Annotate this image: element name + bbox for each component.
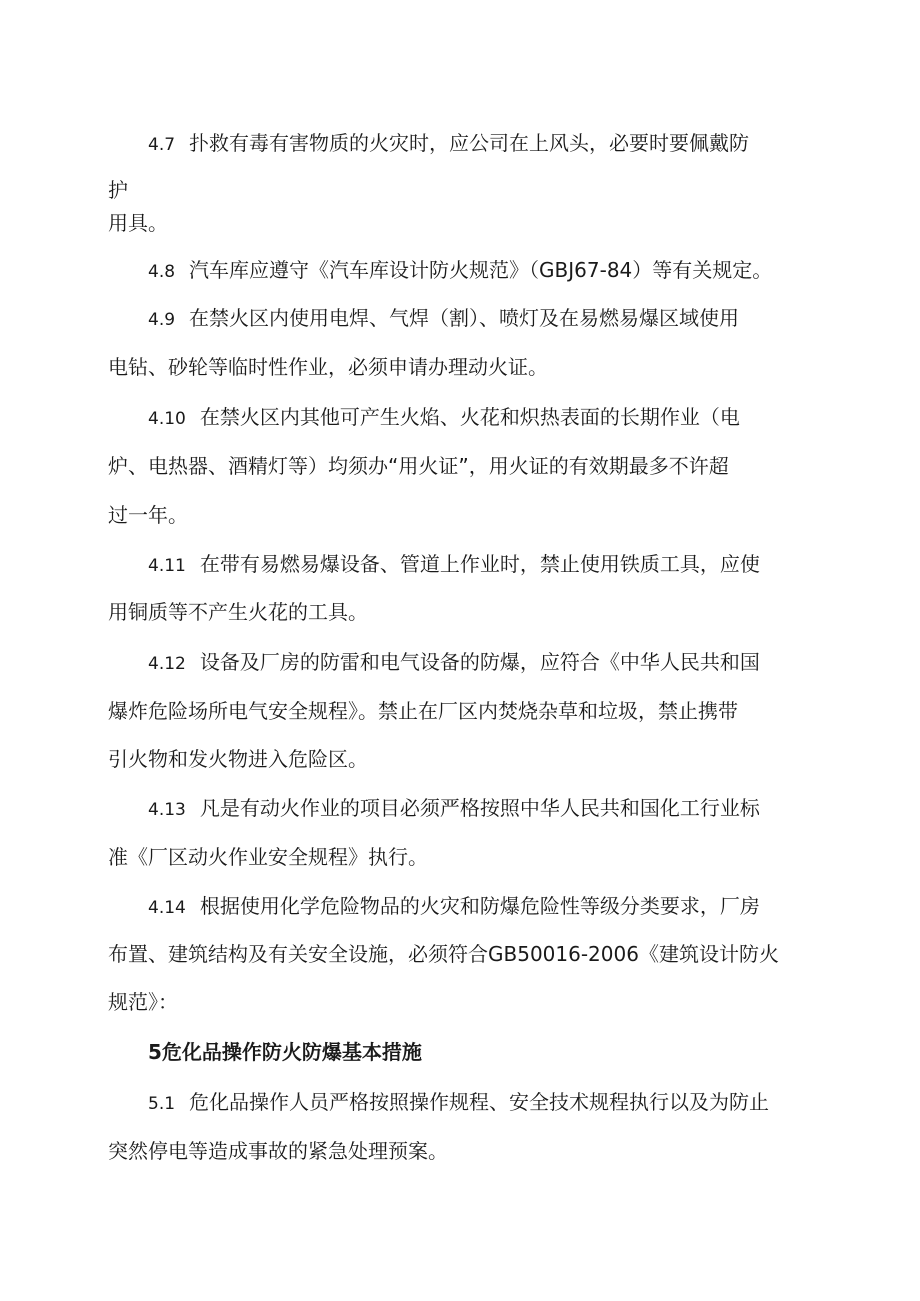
- paragraph-4-13-line-1: [148, 794, 760, 824]
- paragraph-4-14-line-3: 规范》：: [108, 990, 178, 1014]
- clause-text: 在带有易燃易爆设备、管道上作业时，禁止使用铁质工具，应使: [199, 552, 760, 576]
- paragraph-4-10-line-3: 过一年。: [108, 503, 188, 527]
- paragraph-4-14-line-1: [148, 892, 760, 922]
- clause-text: 危化品操作人员严格按照操作规程、安全技术规程执行以及为防止: [189, 1090, 770, 1114]
- paragraph-4-9-line-2: 电钻、砂轮等临时性作业，必须申请办理动火证。: [108, 355, 548, 379]
- paragraph-4-13-line-2: 准《厂区动火作业安全规程》执行。: [108, 845, 428, 869]
- paragraph-5-1-line-1: [148, 1088, 769, 1118]
- paragraph-4-10-line-2: 炉、电热器、酒精灯等）均须办“用火证”，用火证的有效期最多不许超: [108, 454, 729, 478]
- clause-number: 4.10: [148, 409, 186, 429]
- paragraph-4-10-line-1: [148, 403, 740, 433]
- paragraph-4-11-line-2: 用铜质等不产生火花的工具。: [108, 600, 368, 624]
- paragraph-4-11-line-1: [148, 550, 760, 580]
- paragraph-4-9-line-1: [148, 304, 739, 334]
- clause-number: 4.11: [148, 556, 186, 576]
- clause-number: 4.8: [148, 262, 176, 282]
- paragraph-4-12-line-2: 爆炸危险场所电气安全规程》。禁止在厂区内焚烧杂草和垃圾，禁止携带: [108, 699, 738, 723]
- clause-number: 4.14: [148, 898, 186, 918]
- paragraph-4-7-line-2: 护: [108, 178, 128, 202]
- clause-text: 扑救有毒有害物质的火灾时，应公司在上风头，必要时要佩戴防: [189, 131, 750, 155]
- paragraph-4-12-line-1: [148, 648, 760, 678]
- clause-text: 汽车库应遵守《汽车库设计防火规范》（GBJ67-84）等有关规定。: [189, 258, 773, 282]
- clause-text: 在禁火区内其他可产生火焰、火花和炽热表面的长期作业（电: [199, 405, 740, 429]
- clause-number: 4.12: [148, 654, 186, 674]
- paragraph-4-14-line-2: 布置、建筑结构及有关安全设施，必须符合GB50016-2006《建筑设计防火: [108, 942, 779, 966]
- clause-number: 5.1: [148, 1094, 176, 1114]
- clause-number: 4.7: [148, 135, 176, 155]
- clause-text: 在禁火区内使用电焊、气焊（割）、喷灯及在易燃易爆区域使用: [189, 306, 740, 330]
- clause-number: 4.9: [148, 310, 176, 330]
- clause-text: 设备及厂房的防雷和电气设备的防爆，应符合《中华人民共和国: [199, 650, 760, 674]
- clause-text: 凡是有动火作业的项目必须严格按照中华人民共和国化工行业标: [199, 796, 760, 820]
- clause-text: 根据使用化学危险物品的火灾和防爆危险性等级分类要求，厂房: [199, 894, 760, 918]
- paragraph-5-1-line-2: 突然停电等造成事故的紧急处理预案。: [108, 1139, 448, 1163]
- section-heading: 5危化品操作防火防爆基本措施: [148, 1040, 422, 1064]
- paragraph-4-7-line-3: 用具。: [108, 211, 168, 235]
- paragraph-4-12-line-3: 引火物和发火物进入危险区。: [108, 747, 368, 771]
- paragraph-4-8-line-1: [148, 256, 772, 286]
- paragraph-4-7-line-1: [148, 129, 749, 159]
- clause-number: 4.13: [148, 800, 186, 820]
